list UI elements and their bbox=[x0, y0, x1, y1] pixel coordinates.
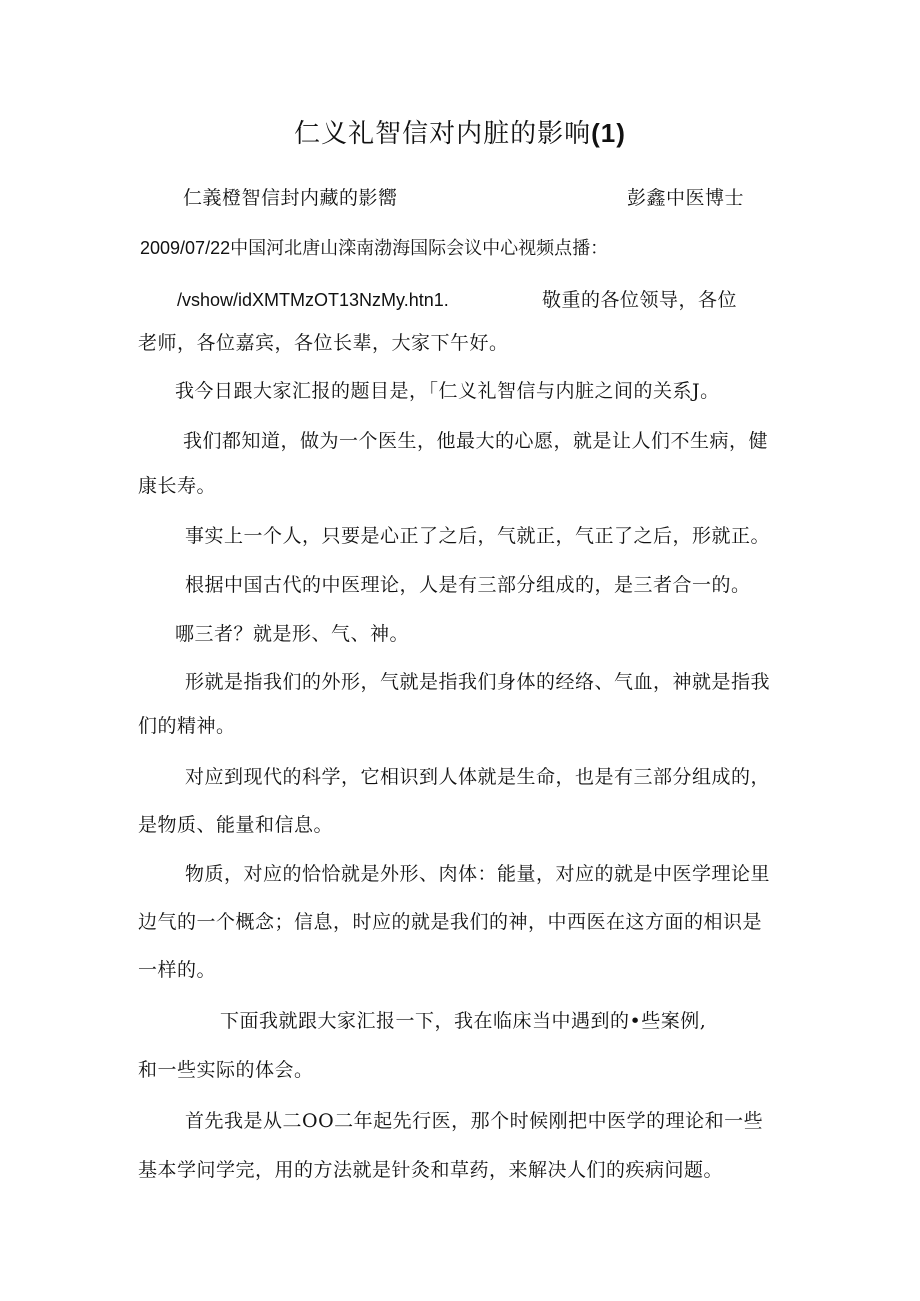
source-url: /vshow/idXMTMzOT13NzMy.htn1. bbox=[177, 290, 449, 310]
paragraph-10-line-2: 基本学问学完，用的方法就是针灸和草药，来解决人们的疾病问题。 bbox=[138, 1159, 724, 1181]
paragraph-5: 哪三者？就是形、气、神。 bbox=[175, 623, 410, 645]
paragraph-8-line-1: 物质，对应的恰恰就是外形、肉体：能量，对应的就是中医学理论里 bbox=[185, 863, 771, 885]
paragraph-8-line-3: 一样的。 bbox=[138, 959, 217, 981]
subtitle-traditional: 仁義橙智信封内藏的影嚮 bbox=[183, 187, 398, 209]
paragraph-9-line-2: 和一些实际的体会。 bbox=[138, 1059, 314, 1081]
paragraph-4: 根据中国古代的中医理论，人是有三部分组成的，是三者合一的。 bbox=[185, 574, 751, 596]
paragraph-7-line-1: 对应到现代的科学，它相识到人体就是生命，也是有三部分组成的， bbox=[185, 766, 771, 788]
source-date-line: 2009/07/22中国河北唐山滦南渤海国际会议中心视频点播： bbox=[140, 238, 609, 258]
greeting-part2: 老师，各位嘉宾，各位长辈，大家下午好。 bbox=[138, 332, 509, 354]
paragraph-2-line-2: 康长寿。 bbox=[138, 475, 217, 497]
document-title bbox=[0, 116, 920, 151]
title-part-number: (1) bbox=[591, 118, 626, 148]
paragraph-6-line-2: 们的精神。 bbox=[138, 715, 236, 737]
paragraph-3: 事实上一个人，只要是心正了之后，气就正，气正了之后，形就正。 bbox=[185, 525, 771, 547]
paragraph-8-line-2: 边气的一个概念；信息，时应的就是我们的神，中西医在这方面的相识是 bbox=[138, 911, 763, 933]
paragraph-7-line-2: 是物质、能量和信息。 bbox=[138, 814, 334, 836]
author-line: 彭鑫中医博士 bbox=[627, 187, 745, 209]
paragraph-6-line-1: 形就是指我们的外形，气就是指我们身体的经络、气血，神就是指我 bbox=[185, 671, 771, 693]
paragraph-10-line-1: 首先我是从二OO二年起先行医，那个时候刚把中医学的理论和一些 bbox=[185, 1110, 764, 1132]
paragraph-1: 我今日跟大家汇报的题目是，「仁义礼智信与内脏之间的关系J。 bbox=[175, 380, 720, 402]
greeting-part1: 敬重的各位领导，各位 bbox=[542, 289, 738, 311]
paragraph-2-line-1: 我们都知道，做为一个医生，他最大的心愿，就是让人们不生病，健 bbox=[183, 430, 769, 452]
title-text: 仁义礼智信对内脏的影响 bbox=[294, 119, 592, 149]
paragraph-9-line-1: 下面我就跟大家汇报一下，我在临床当中遇到的•些案例, bbox=[220, 1010, 707, 1032]
